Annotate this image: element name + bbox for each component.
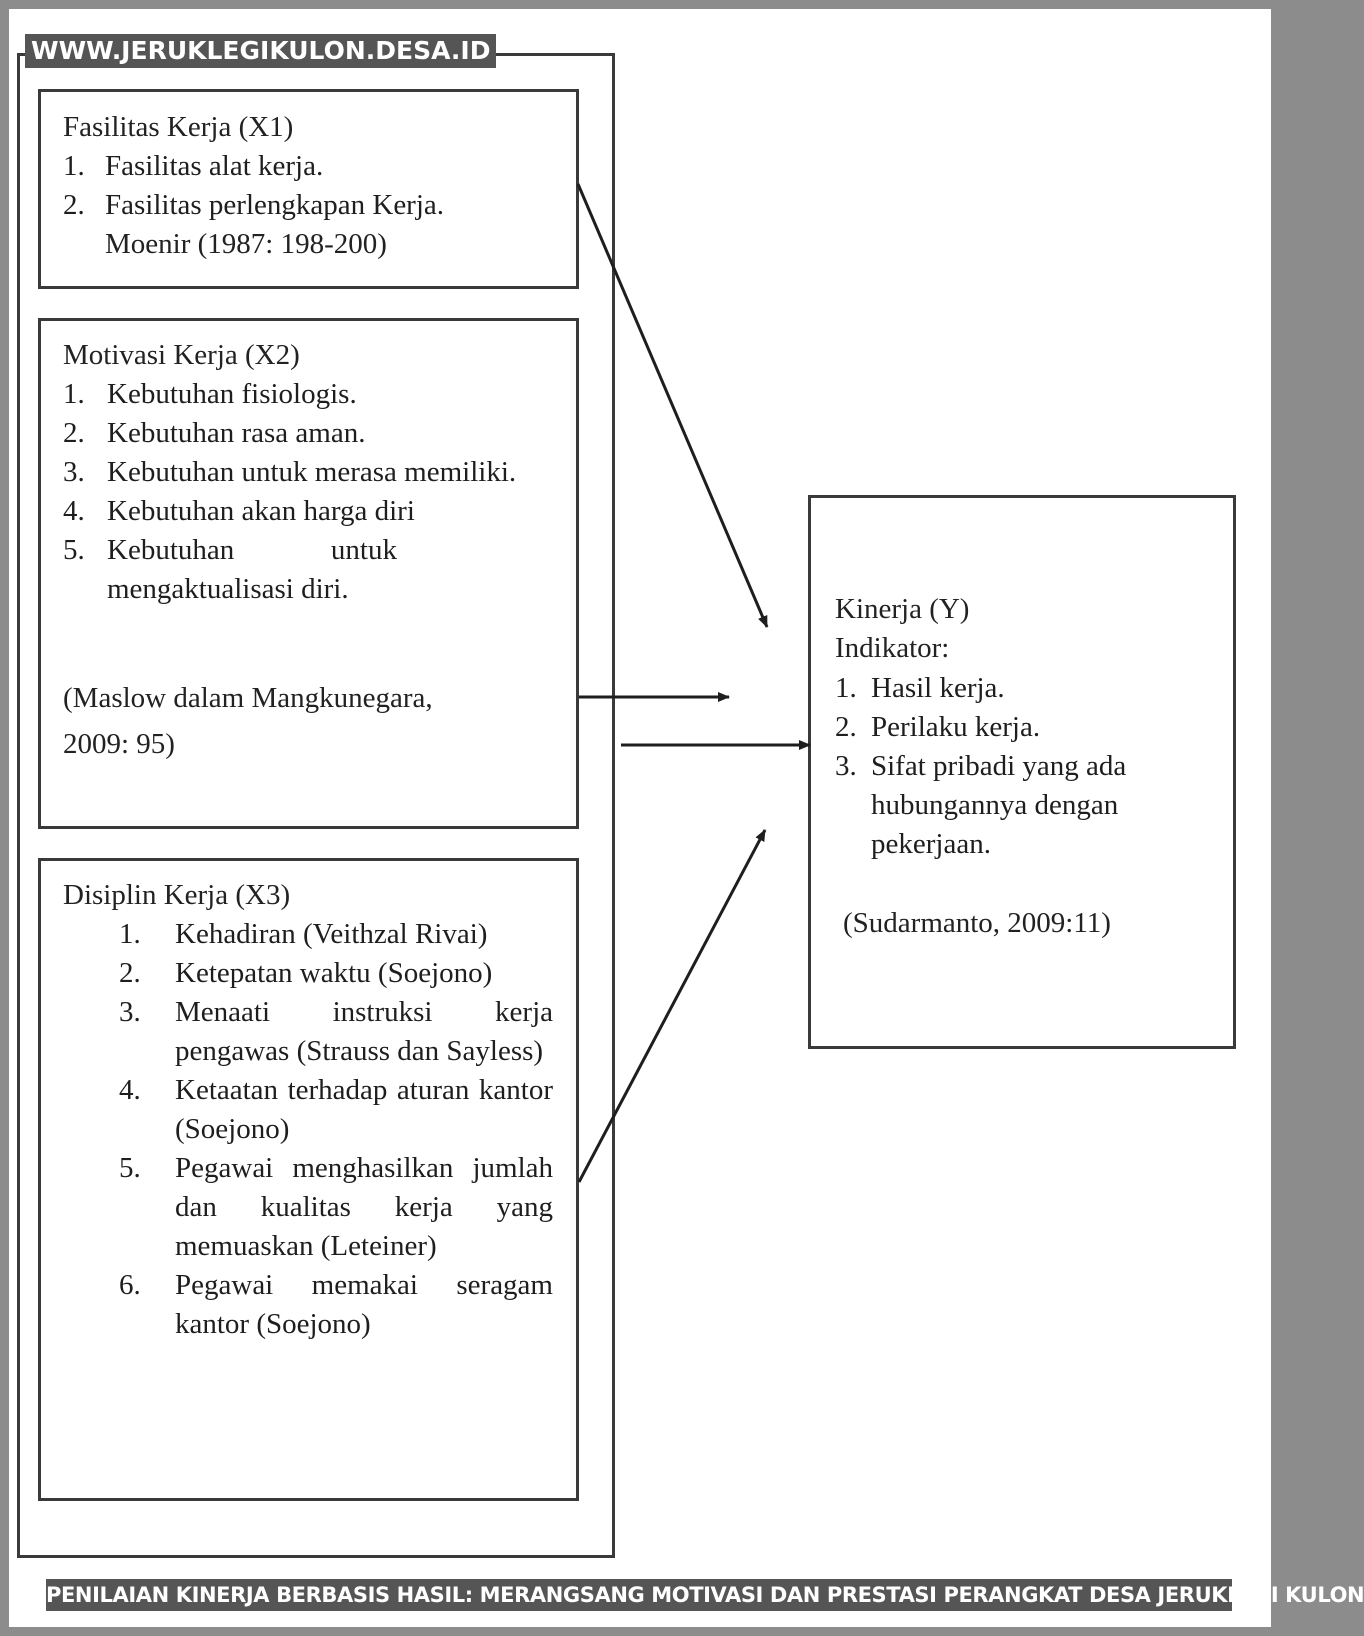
item-text: Pegawai menghasilkan jumlah dan kualitas kerja yang memuaskan (Leteiner) <box>175 1152 553 1262</box>
item-text: Kebutuhan rasa aman. <box>107 417 366 449</box>
item-number: 4. <box>119 1074 141 1106</box>
x1-title: Fasilitas Kerja (X1) <box>63 111 294 143</box>
item-number: 5. <box>119 1152 141 1184</box>
item-number: 3. <box>119 996 141 1028</box>
item-text: Fasilitas alat kerja. <box>105 150 324 182</box>
item-text: Ketepatan waktu (Soejono) <box>175 957 493 989</box>
item-number: 2. <box>119 957 141 989</box>
arrow-x1-to-y <box>578 184 767 627</box>
item-text: Kebutuhan akan harga diri <box>107 495 415 527</box>
y-subtitle: Indikator: <box>835 632 950 664</box>
item-text: Sifat pribadi yang ada hubungannya dengan pekerjaan. <box>871 750 1127 860</box>
item-text: Kebutuhan untuk mengaktualisasi diri. <box>107 534 397 605</box>
item-number: 3. <box>63 456 85 488</box>
item-number: 5. <box>63 534 85 566</box>
item-number: 2. <box>63 417 85 449</box>
item-text: Kebutuhan fisiologis. <box>107 378 357 410</box>
item-number: 4. <box>63 495 85 527</box>
watermark-site-url: WWW.JERUKLEGIKULON.DESA.ID <box>25 34 496 68</box>
item-number: 1. <box>63 150 85 182</box>
watermark-article-title: PENILAIAN KINERJA BERBASIS HASIL: MERANGSANG MOTIVASI DAN PRESTASI PERANGKAT DESA JERUKLEGI KULON <box>46 1579 1232 1611</box>
item-number: 2. <box>835 711 857 743</box>
item-number: 1. <box>835 672 857 704</box>
x1-source: Moenir (1987: 198-200) <box>105 228 387 260</box>
y-title: Kinerja (Y) <box>835 593 970 625</box>
item-text: Pegawai memakai seragam kantor (Soejono) <box>175 1269 553 1340</box>
item-text: Kehadiran (Veithzal Rivai) <box>175 918 488 950</box>
item-number: 1. <box>63 378 85 410</box>
y-source: (Sudarmanto, 2009:11) <box>843 907 1111 939</box>
x3-title: Disiplin Kerja (X3) <box>63 879 291 911</box>
item-text: Perilaku kerja. <box>871 711 1041 743</box>
item-number: 2. <box>63 189 85 221</box>
x2-source: (Maslow dalam Mangkunegara, 2009: 95) <box>63 682 433 760</box>
arrow-x3-to-y <box>579 830 765 1182</box>
x2-title: Motivasi Kerja (X2) <box>63 339 300 371</box>
item-number: 1. <box>119 918 141 950</box>
item-text: Hasil kerja. <box>871 672 1005 704</box>
item-number: 6. <box>119 1269 141 1301</box>
item-text: Fasilitas perlengkapan Kerja. <box>105 189 445 221</box>
item-text: Menaati instruksi kerja pengawas (Strauss dan Sayless) <box>175 996 553 1067</box>
item-text: Ketaatan terhadap aturan kantor (Soejono) <box>175 1074 553 1145</box>
item-number: 3. <box>835 750 857 782</box>
item-text: Kebutuhan untuk merasa memiliki. <box>107 456 517 488</box>
